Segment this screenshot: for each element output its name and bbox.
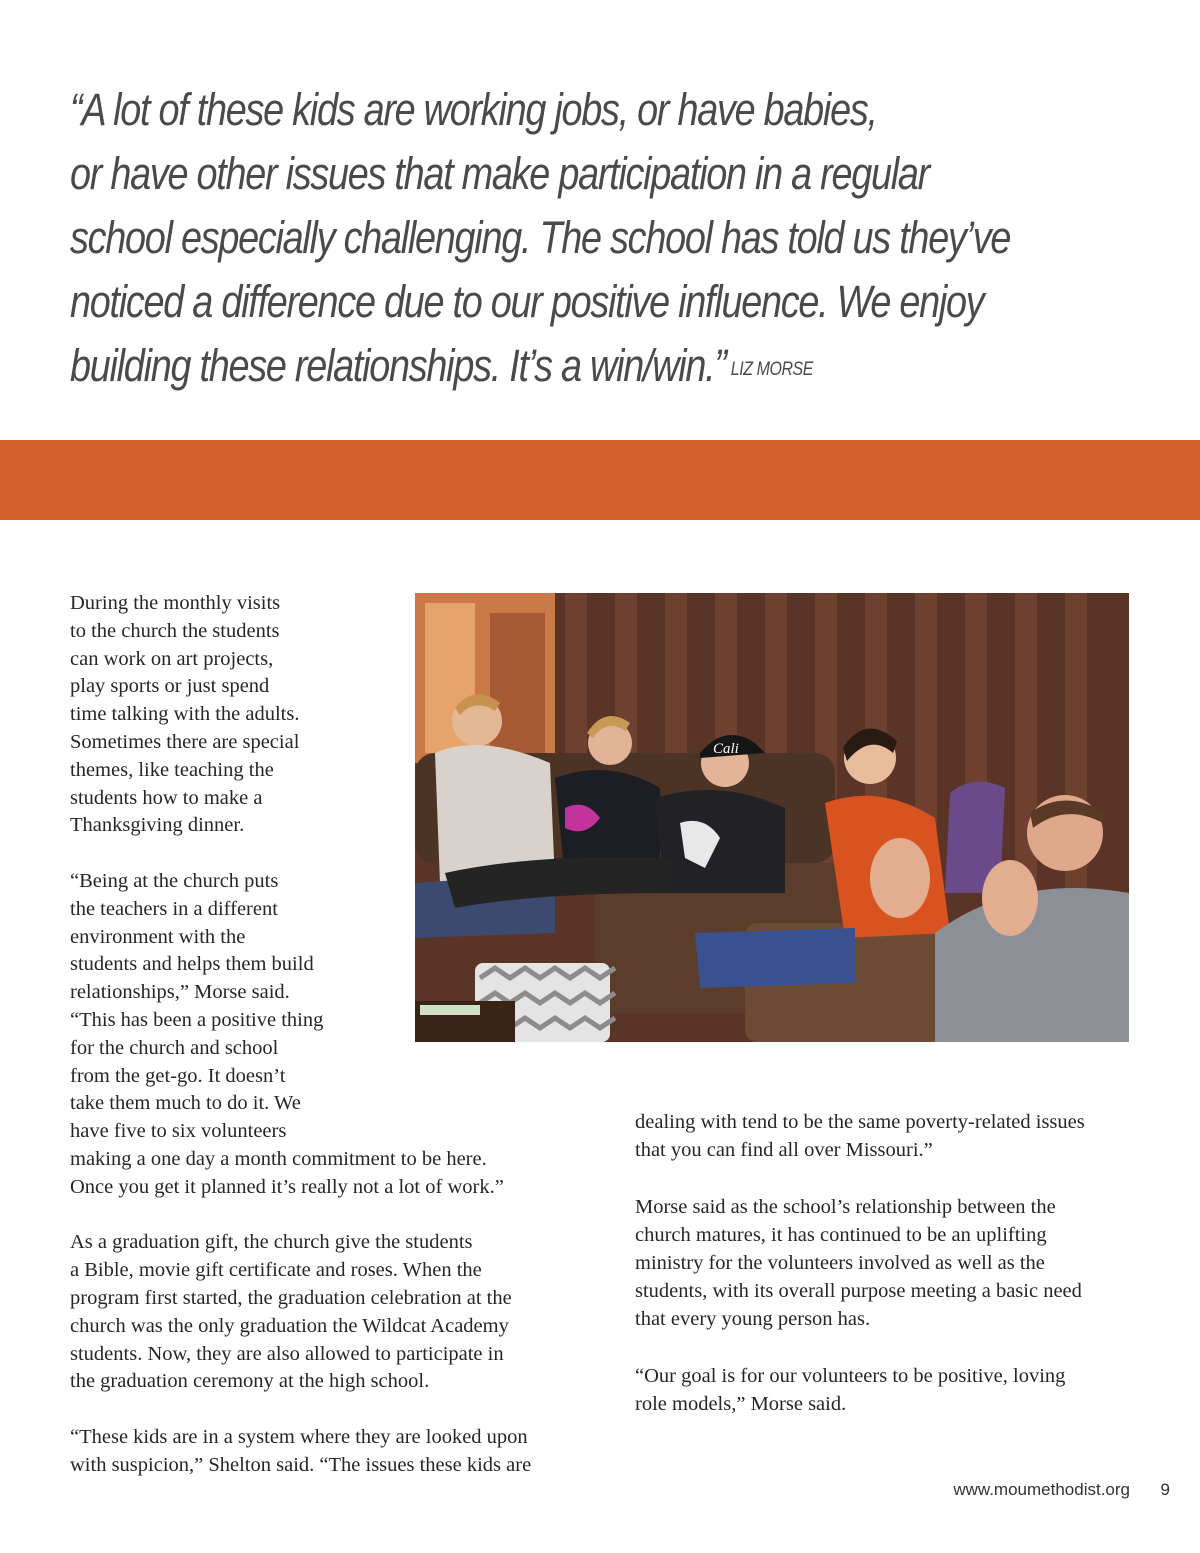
text-line: time talking with the adults. [70,703,300,726]
text-line: for the church and school [70,1036,279,1059]
text-line: that you can find all over Missouri.” [635,1139,933,1162]
text-line: church matures, it has continued to be an uplifting [635,1223,1047,1246]
paragraph [70,1424,570,1480]
text-line: ministry for the volunteers involved as well as the [635,1252,1045,1274]
paragraph [70,868,570,1202]
text-line: relationships,” Morse said. [70,981,290,1004]
orange-divider-band [0,440,1200,520]
text-line: the graduation ceremony at the high school. [70,1370,430,1393]
text-line: themes, like teaching the [70,758,274,781]
text-line: students, with its overall purpose meeting a basic need [635,1280,1082,1303]
quote-line: “A lot of these kids are working jobs, or have babies, [70,84,877,135]
paragraph [635,1362,1135,1418]
text-line: role models,” Morse said. [635,1393,847,1415]
footer-website-link[interactable]: www.moumethodist.org [953,1480,1130,1499]
text-line: making a one day a month commitment to be here. [70,1147,487,1170]
text-line: students and helps them build [70,953,314,976]
text-line: “This has been a positive thing [70,1008,324,1031]
text-line: students how to make a [70,786,263,809]
text-line: “Our goal is for our volunteers to be positive, loving [635,1364,1066,1387]
text-line: with suspicion,” Shelton said. “The issues these kids are [70,1453,532,1476]
text-line: During the monthly visits [70,592,281,614]
text-line: church was the only graduation the Wildcat Academy [70,1314,509,1337]
paragraph [635,1108,1135,1164]
cap-logo-text: Cali [713,741,739,757]
text-line: have five to six volunteers [70,1120,287,1143]
pull-quote [70,78,1011,402]
quote-line: or have other issues that make participation in a regular [70,148,929,199]
text-line: Thanksgiving dinner. [70,814,245,837]
text-line: play sports or just spend [70,675,270,698]
quote-line-text: building these relationships. It’s a win/win.” [70,340,726,391]
page-number: 9 [1160,1480,1170,1499]
text-line: a Bible, movie gift certificate and roses. When the [70,1259,482,1282]
text-line: take them much to do it. We [70,1092,301,1115]
text-line: that every young person has. [635,1308,871,1331]
text-line: Morse said as the school’s relationship between the [635,1195,1056,1218]
text-line: can work on art projects, [70,647,274,670]
text-line: “These kids are in a system where they are looked upon [70,1425,528,1448]
text-line: program first started, the graduation celebration at the [70,1286,512,1309]
text-line: Once you get it planned it’s really not a lot of work.” [70,1175,504,1198]
text-line: the teachers in a different [70,897,278,920]
article-column-left [70,590,570,1507]
text-line: As a graduation gift, the church give the students [70,1231,473,1254]
quote-line: school especially challenging. The school has told us they’ve [70,212,1011,263]
paragraph [635,1193,1135,1334]
text-line: Sometimes there are special [70,730,300,753]
quote-attribution: LIZ MORSE [730,359,814,380]
paragraph [70,590,570,840]
quote-line: noticed a difference due to our positive influence. We enjoy [70,276,984,327]
text-line: from the get-go. It doesn’t [70,1064,286,1087]
text-line: “Being at the church puts [70,869,279,892]
text-line: environment with the [70,925,246,948]
article-column-right [635,1108,1135,1446]
text-line: students. Now, they are also allowed to participate in [70,1342,504,1365]
paragraph [70,1229,570,1396]
quote-line-last [70,334,910,402]
text-line: dealing with tend to be the same poverty-related issues [635,1111,1085,1133]
text-line: to the church the students [70,619,280,642]
